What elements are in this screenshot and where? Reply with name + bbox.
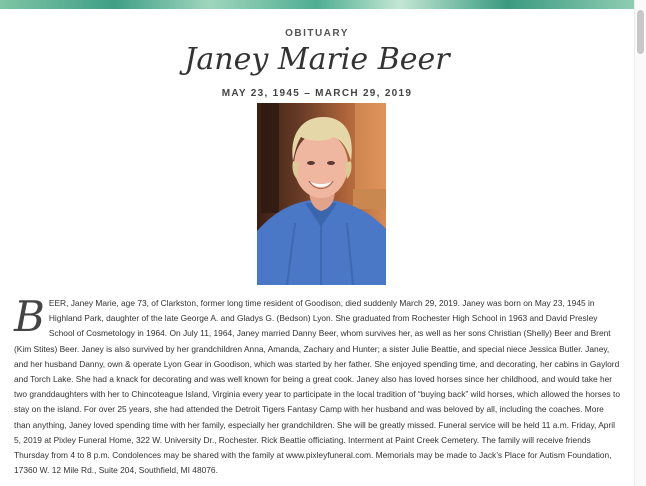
portrait-photo [257, 103, 386, 285]
deceased-name: Janey Marie Beer [184, 42, 450, 77]
scrollbar-thumb[interactable] [637, 10, 644, 54]
decorative-header-band [0, 0, 634, 9]
obituary-text [14, 292, 622, 478]
obituary-body: EER, Janey Marie, age 73, of Clarkston, former long time resident of Goodison, died suddenly March 29, 2019. Janey was born on May 23, 1945 in Highland Park, daughter of the late George A. and Gladys G. (Bedson) Lyon. She graduated from Rochester High School in 1963 and David Presley School of Cosmetology in 1964. On July 11, 1964, Janey married Danny Beer, whom survives her, as well as her sons Christian (Shelly) Beer and Brent (Kim Stites) Beer. Janey is also survived by her grandchildren Anna, Amanda, Zachary and Hunter; a sister Julie Beattie, and special niece Jessica Butler. Janey, and her husband Danny, own & operate Lyon Gear in Goodison, which was started by her father. She enjoyed spending time, and decorating, her cabins in Gaylord and Torch Lake. She had a knack for decorating and was well known for being a great cook. Janey also has loved horses since her childhood, and would take her two granddaughters with her to Chincoteague Island, Virginia every year to participate in the local tradition of “buying back” wild horses, which allowed the horses to stay on the island. For over 25 years, she had attended the Detroit Tigers Fantasy Camp with her husband and was beloved by all, including the coaches. More than anything, Janey loved spending time with her family, especially her grandchildren. She will be greatly missed. Funeral service will be held 11 a.m. Friday, April 5, 2019 at Pixley Funeral Home, 322 W. University Dr., Rochester. Rick Beattie officiating. Interment at Paint Creek Cemetery. The family will receive friends Thursday from 4 to 8 p.m. Condolences may be shared with the family at www.pixleyfuneral.com. Memorials may be made to Jack’s Place for Autism Foundation, 17360 W. 12 Mile Rd., Suite 204, Southfield, MI 48076. [14, 298, 620, 476]
section-label: OBITUARY [285, 28, 349, 39]
portrait-photo-icon [257, 103, 386, 285]
life-dates: MAY 23, 1945 – MARCH 29, 2019 [221, 88, 413, 99]
drop-cap: B [14, 292, 45, 341]
scrollbar[interactable] [634, 0, 646, 486]
